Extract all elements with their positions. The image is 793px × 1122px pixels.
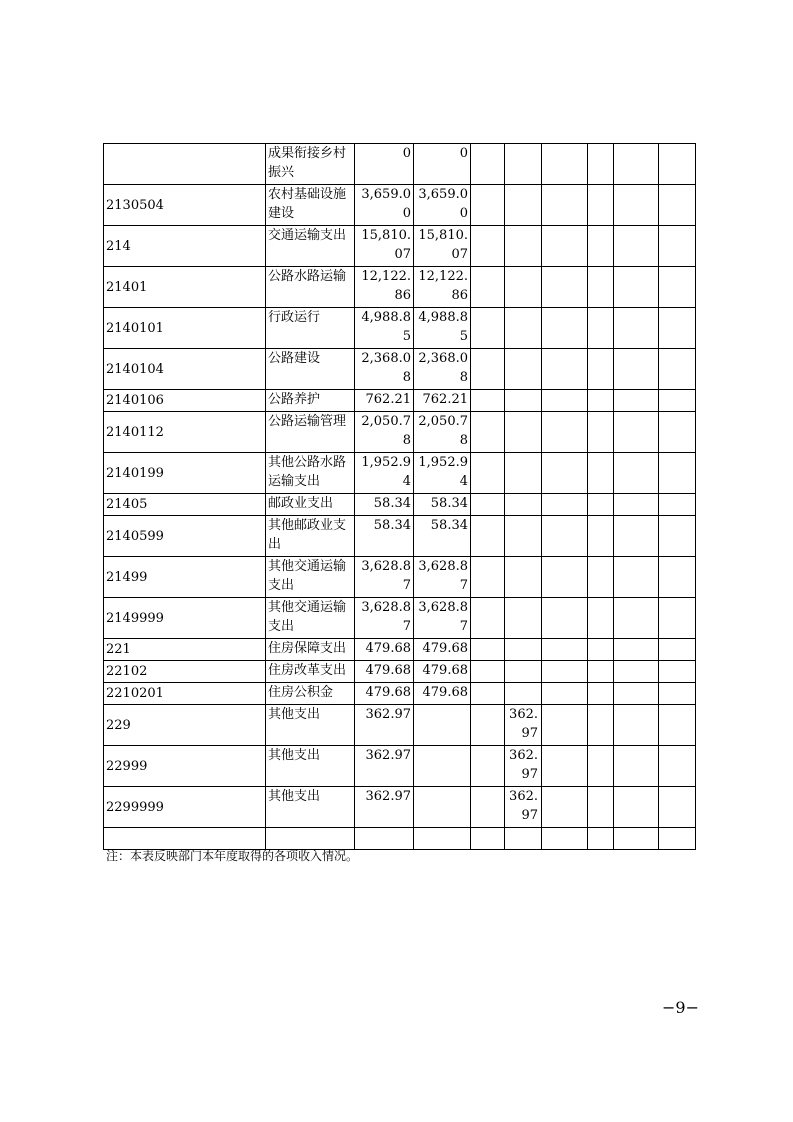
empty-cell xyxy=(614,557,659,598)
empty-cell xyxy=(542,308,588,349)
empty-cell xyxy=(542,787,588,828)
basic-amount-cell: 3,628.87 xyxy=(414,598,471,639)
table-body xyxy=(104,144,696,850)
empty-cell xyxy=(471,349,505,390)
table-row xyxy=(104,144,696,185)
other-amount-cell xyxy=(505,390,542,412)
empty-cell xyxy=(588,787,614,828)
subject-name-cell: 其他支出 xyxy=(266,705,355,746)
empty-cell xyxy=(588,349,614,390)
empty-cell xyxy=(614,683,659,705)
empty-cell xyxy=(542,746,588,787)
empty-cell xyxy=(542,828,588,850)
empty-cell xyxy=(614,494,659,516)
basic-amount-cell xyxy=(414,828,471,850)
basic-amount-cell xyxy=(414,705,471,746)
empty-cell xyxy=(542,390,588,412)
basic-amount-cell: 2,368.08 xyxy=(414,349,471,390)
subject-code-cell: 2140106 xyxy=(104,390,266,412)
empty-cell xyxy=(471,516,505,557)
subject-name-cell: 其他支出 xyxy=(266,746,355,787)
empty-cell xyxy=(471,267,505,308)
subject-name-cell: 其他邮政业支出 xyxy=(266,516,355,557)
empty-cell xyxy=(471,226,505,267)
empty-cell xyxy=(659,598,696,639)
empty-cell xyxy=(471,661,505,683)
other-amount-cell xyxy=(505,267,542,308)
table-row xyxy=(104,390,696,412)
empty-cell xyxy=(659,412,696,453)
total-amount-cell: 362.97 xyxy=(355,787,414,828)
empty-cell xyxy=(614,390,659,412)
empty-cell xyxy=(542,516,588,557)
page-number: −9− xyxy=(662,998,699,1017)
empty-cell xyxy=(659,746,696,787)
empty-cell xyxy=(614,516,659,557)
subject-code-cell: 22999 xyxy=(104,746,266,787)
empty-cell xyxy=(588,705,614,746)
empty-cell xyxy=(588,390,614,412)
total-amount-cell: 4,988.85 xyxy=(355,308,414,349)
other-amount-cell: 362.97 xyxy=(505,746,542,787)
table-row xyxy=(104,185,696,226)
subject-name-cell: 其他公路水路运输支出 xyxy=(266,453,355,494)
table-row xyxy=(104,412,696,453)
empty-cell xyxy=(659,494,696,516)
total-amount-cell: 15,810.07 xyxy=(355,226,414,267)
basic-amount-cell: 58.34 xyxy=(414,494,471,516)
basic-amount-cell: 762.21 xyxy=(414,390,471,412)
total-amount-cell: 479.68 xyxy=(355,639,414,661)
total-amount-cell: 1,952.94 xyxy=(355,453,414,494)
subject-name-cell: 住房保障支出 xyxy=(266,639,355,661)
empty-cell xyxy=(588,661,614,683)
total-amount-cell: 362.97 xyxy=(355,705,414,746)
empty-cell xyxy=(614,598,659,639)
empty-cell xyxy=(614,267,659,308)
empty-cell xyxy=(614,144,659,185)
empty-cell xyxy=(542,639,588,661)
subject-name-cell: 住房改革支出 xyxy=(266,661,355,683)
basic-amount-cell xyxy=(414,746,471,787)
empty-cell xyxy=(588,557,614,598)
subject-code-cell: 21405 xyxy=(104,494,266,516)
empty-cell xyxy=(471,308,505,349)
subject-name-cell: 其他交通运输支出 xyxy=(266,598,355,639)
subject-name-cell: 其他交通运输支出 xyxy=(266,557,355,598)
subject-code-cell: 221 xyxy=(104,639,266,661)
empty-cell xyxy=(614,661,659,683)
empty-cell xyxy=(471,453,505,494)
empty-cell xyxy=(614,453,659,494)
empty-cell xyxy=(659,144,696,185)
empty-cell xyxy=(614,828,659,850)
basic-amount-cell xyxy=(414,787,471,828)
empty-cell xyxy=(542,557,588,598)
empty-cell xyxy=(588,828,614,850)
empty-cell xyxy=(588,683,614,705)
basic-amount-cell: 12,122.86 xyxy=(414,267,471,308)
subject-name-cell: 公路运输管理 xyxy=(266,412,355,453)
subject-name-cell xyxy=(266,828,355,850)
subject-code-cell: 2140199 xyxy=(104,453,266,494)
table-row xyxy=(104,746,696,787)
subject-name-cell: 成果衔接乡村振兴 xyxy=(266,144,355,185)
empty-cell xyxy=(614,226,659,267)
subject-name-cell: 邮政业支出 xyxy=(266,494,355,516)
subject-code-cell: 229 xyxy=(104,705,266,746)
empty-cell xyxy=(471,639,505,661)
empty-cell xyxy=(614,308,659,349)
table-note: 注：本表反映部门本年度取得的各项收入情况。 xyxy=(106,849,359,863)
basic-amount-cell: 3,628.87 xyxy=(414,557,471,598)
empty-cell xyxy=(471,787,505,828)
subject-code-cell xyxy=(104,144,266,185)
other-amount-cell xyxy=(505,453,542,494)
empty-cell xyxy=(471,390,505,412)
empty-cell xyxy=(542,349,588,390)
table-row xyxy=(104,267,696,308)
empty-cell xyxy=(542,661,588,683)
empty-cell xyxy=(542,705,588,746)
subject-code-cell: 2299999 xyxy=(104,787,266,828)
empty-cell xyxy=(614,639,659,661)
table-row xyxy=(104,494,696,516)
empty-cell xyxy=(659,453,696,494)
empty-cell xyxy=(542,494,588,516)
empty-cell xyxy=(542,144,588,185)
basic-amount-cell: 479.68 xyxy=(414,639,471,661)
empty-cell xyxy=(659,705,696,746)
table-row xyxy=(104,516,696,557)
empty-cell xyxy=(588,598,614,639)
subject-code-cell: 2140104 xyxy=(104,349,266,390)
subject-name-cell: 住房公积金 xyxy=(266,683,355,705)
empty-cell xyxy=(659,683,696,705)
empty-cell xyxy=(614,746,659,787)
empty-cell xyxy=(659,639,696,661)
other-amount-cell xyxy=(505,226,542,267)
empty-cell xyxy=(471,557,505,598)
other-amount-cell: 362.97 xyxy=(505,787,542,828)
empty-cell xyxy=(659,390,696,412)
subject-code-cell: 2140599 xyxy=(104,516,266,557)
other-amount-cell xyxy=(505,144,542,185)
subject-name-cell: 行政运行 xyxy=(266,308,355,349)
total-amount-cell: 2,050.78 xyxy=(355,412,414,453)
table-row xyxy=(104,453,696,494)
subject-name-cell: 公路建设 xyxy=(266,349,355,390)
empty-cell xyxy=(614,185,659,226)
subject-code-cell: 2149999 xyxy=(104,598,266,639)
other-amount-cell xyxy=(505,639,542,661)
empty-cell xyxy=(471,828,505,850)
empty-cell xyxy=(659,557,696,598)
subject-code-cell: 214 xyxy=(104,226,266,267)
basic-amount-cell: 4,988.85 xyxy=(414,308,471,349)
empty-cell xyxy=(614,787,659,828)
total-amount-cell: 362.97 xyxy=(355,746,414,787)
empty-cell xyxy=(614,349,659,390)
empty-cell xyxy=(542,226,588,267)
basic-amount-cell: 0 xyxy=(414,144,471,185)
table-row xyxy=(104,705,696,746)
total-amount-cell: 58.34 xyxy=(355,494,414,516)
empty-cell xyxy=(659,226,696,267)
other-amount-cell: 362.97 xyxy=(505,705,542,746)
empty-cell xyxy=(588,746,614,787)
empty-cell xyxy=(588,412,614,453)
empty-cell xyxy=(542,598,588,639)
empty-cell xyxy=(471,598,505,639)
other-amount-cell xyxy=(505,308,542,349)
empty-cell xyxy=(471,185,505,226)
basic-amount-cell: 58.34 xyxy=(414,516,471,557)
basic-amount-cell: 3,659.00 xyxy=(414,185,471,226)
total-amount-cell: 2,368.08 xyxy=(355,349,414,390)
empty-cell xyxy=(588,516,614,557)
empty-cell xyxy=(659,349,696,390)
table-row xyxy=(104,828,696,850)
subject-name-cell: 农村基础设施建设 xyxy=(266,185,355,226)
empty-cell xyxy=(471,746,505,787)
subject-code-cell: 21401 xyxy=(104,267,266,308)
empty-cell xyxy=(542,683,588,705)
subject-name-cell: 公路养护 xyxy=(266,390,355,412)
total-amount-cell: 479.68 xyxy=(355,683,414,705)
empty-cell xyxy=(659,828,696,850)
other-amount-cell xyxy=(505,494,542,516)
table-row xyxy=(104,349,696,390)
basic-amount-cell: 1,952.94 xyxy=(414,453,471,494)
basic-amount-cell: 479.68 xyxy=(414,661,471,683)
table-row xyxy=(104,639,696,661)
empty-cell xyxy=(659,308,696,349)
total-amount-cell: 3,659.00 xyxy=(355,185,414,226)
basic-amount-cell: 15,810.07 xyxy=(414,226,471,267)
empty-cell xyxy=(659,787,696,828)
basic-amount-cell: 479.68 xyxy=(414,683,471,705)
subject-code-cell: 2140101 xyxy=(104,308,266,349)
empty-cell xyxy=(471,705,505,746)
table-row xyxy=(104,308,696,349)
empty-cell xyxy=(614,705,659,746)
other-amount-cell xyxy=(505,516,542,557)
basic-amount-cell: 2,050.78 xyxy=(414,412,471,453)
table-row xyxy=(104,683,696,705)
empty-cell xyxy=(588,453,614,494)
income-table xyxy=(103,143,696,850)
empty-cell xyxy=(542,412,588,453)
empty-cell xyxy=(659,661,696,683)
table-row xyxy=(104,787,696,828)
empty-cell xyxy=(588,144,614,185)
empty-cell xyxy=(471,144,505,185)
empty-cell xyxy=(614,412,659,453)
total-amount-cell: 12,122.86 xyxy=(355,267,414,308)
table-row xyxy=(104,661,696,683)
total-amount-cell: 0 xyxy=(355,144,414,185)
other-amount-cell xyxy=(505,828,542,850)
subject-code-cell: 2130504 xyxy=(104,185,266,226)
subject-code-cell xyxy=(104,828,266,850)
empty-cell xyxy=(471,683,505,705)
empty-cell xyxy=(588,185,614,226)
subject-code-cell: 2210201 xyxy=(104,683,266,705)
total-amount-cell: 58.34 xyxy=(355,516,414,557)
empty-cell xyxy=(659,267,696,308)
table-row xyxy=(104,557,696,598)
other-amount-cell xyxy=(505,349,542,390)
subject-name-cell: 其他支出 xyxy=(266,787,355,828)
empty-cell xyxy=(588,267,614,308)
other-amount-cell xyxy=(505,683,542,705)
other-amount-cell xyxy=(505,185,542,226)
empty-cell xyxy=(588,226,614,267)
other-amount-cell xyxy=(505,598,542,639)
empty-cell xyxy=(542,267,588,308)
subject-name-cell: 交通运输支出 xyxy=(266,226,355,267)
empty-cell xyxy=(542,453,588,494)
total-amount-cell xyxy=(355,828,414,850)
empty-cell xyxy=(588,639,614,661)
empty-cell xyxy=(542,185,588,226)
total-amount-cell: 479.68 xyxy=(355,661,414,683)
empty-cell xyxy=(588,308,614,349)
empty-cell xyxy=(471,412,505,453)
table-row xyxy=(104,226,696,267)
total-amount-cell: 3,628.87 xyxy=(355,557,414,598)
total-amount-cell: 3,628.87 xyxy=(355,598,414,639)
empty-cell xyxy=(659,185,696,226)
empty-cell xyxy=(659,516,696,557)
subject-code-cell: 21499 xyxy=(104,557,266,598)
empty-cell xyxy=(471,494,505,516)
other-amount-cell xyxy=(505,412,542,453)
subject-code-cell: 22102 xyxy=(104,661,266,683)
empty-cell xyxy=(588,494,614,516)
subject-name-cell: 公路水路运输 xyxy=(266,267,355,308)
other-amount-cell xyxy=(505,557,542,598)
table-row xyxy=(104,598,696,639)
total-amount-cell: 762.21 xyxy=(355,390,414,412)
subject-code-cell: 2140112 xyxy=(104,412,266,453)
other-amount-cell xyxy=(505,661,542,683)
